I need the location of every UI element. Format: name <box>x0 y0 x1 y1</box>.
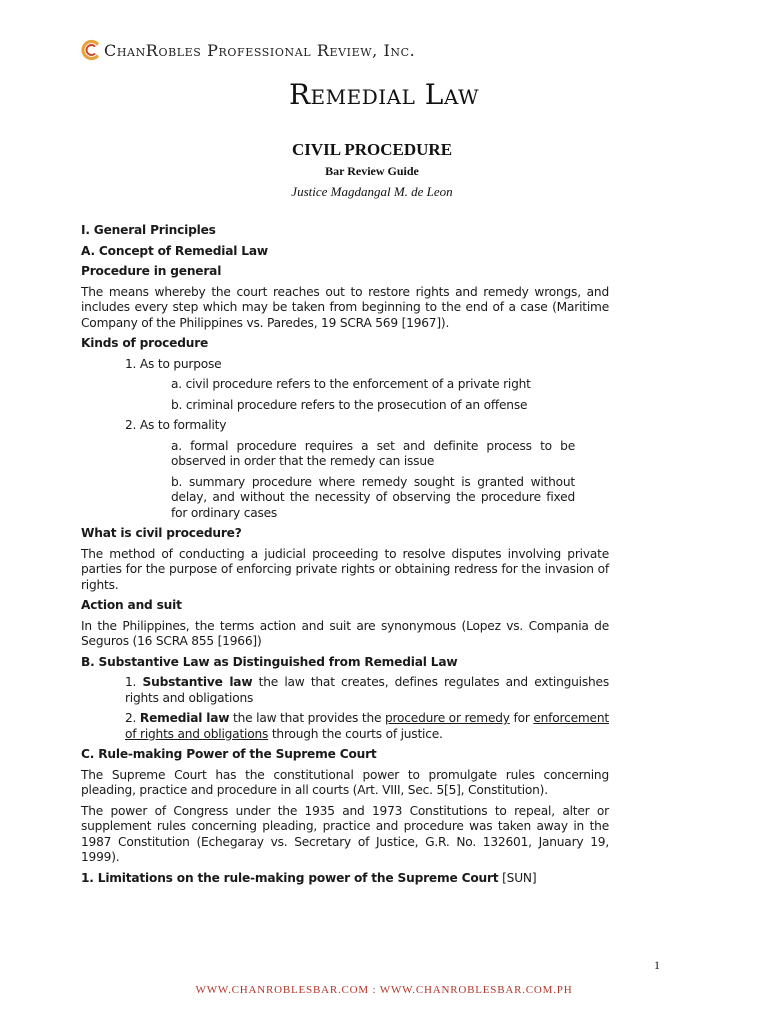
underlined-phrase: procedure or remedy <box>384 711 510 725</box>
header <box>80 38 415 62</box>
footer-links: WWW.CHANROBLESBAR.COM : WWW.CHANROBLESBAR.COM.PH <box>195 984 573 996</box>
sub-list-item: b. criminal procedure refers to the prosecution of an offense <box>171 397 528 412</box>
paragraph: The Supreme Court has the constitutional power to promulgate rules concerning pleading, practice and procedure in all courts (Art. VIII, Sec. 5[5], Constitution). <box>81 767 609 797</box>
list-item: 1. As to purpose <box>125 356 222 371</box>
paragraph: In the Philippines, the terms action and suit are synonymous (Lopez vs. Compania de Seguros (16 SCRA 855 [1966]) <box>81 618 609 648</box>
definition-text: through the courts of justice. <box>271 726 443 741</box>
subsection-heading: Kinds of procedure <box>81 336 209 350</box>
subsection-heading: 1. Limitations on the rule-making power of the Supreme Court <box>81 870 499 885</box>
page-number: 1 <box>654 958 660 972</box>
document-guide-label: Bar Review Guide <box>325 164 419 178</box>
paragraph: The means whereby the court reaches out to restore rights and remedy wrongs, and includes every step which may be taken from beginning to the end of a case (Maritime Company of the Philippines vs. Paredes, 19 SCRA 569 [1967]). <box>81 284 609 330</box>
limitations-heading <box>81 871 609 887</box>
list-item <box>125 675 609 706</box>
section-heading: I. General Principles <box>81 223 216 237</box>
underlined-phrase: enforcement of rights and obligations <box>125 711 609 741</box>
section-heading: C. Rule-making Power of the Supreme Court <box>81 747 377 761</box>
chanrobles-logo-icon <box>80 39 102 61</box>
document-author: Justice Magdangal M. de Leon <box>291 184 453 199</box>
sub-list-item: a. civil procedure refers to the enforcement of a private right <box>171 377 531 391</box>
list-number: 1. <box>125 675 137 689</box>
paragraph: The method of conducting a judicial proceeding to resolve disputes involving private parties for the purpose of enforcing private rights or obtaining redress for the invasion of rights. <box>81 546 609 592</box>
document-title: Remedial Law <box>288 78 480 111</box>
subsection-heading: Procedure in general <box>81 264 222 278</box>
list-item: 2. As to formality <box>125 418 227 432</box>
company-name: ChanRobles Professional Review, Inc. <box>104 40 416 60</box>
definition-text: for <box>513 711 530 725</box>
sub-list-item: a. formal procedure requires a set and definite process to be observed in order that the remedy can issue <box>171 438 575 468</box>
defined-term: Substantive law <box>142 675 253 689</box>
document-body <box>81 223 609 891</box>
section-heading: B. Substantive Law as Distinguished from Remedial Law <box>81 654 458 669</box>
defined-term: Remedial law <box>139 711 230 725</box>
definition-text: the law that creates, defines regulates and extinguishes rights and obligations <box>125 675 609 705</box>
section-heading: A. Concept of Remedial Law <box>81 243 268 258</box>
paragraph: The power of Congress under the 1935 and 1973 Constitutions to repeal, alter or supplement rules concerning pleading, practice and procedure was taken away in the 1987 Constitution (Echegaray vs. Secretary of Justice, G.R. No. 132601, January 19, 1999). <box>81 803 609 864</box>
subsection-heading: Action and suit <box>81 598 182 612</box>
heading-tag: [SUN] <box>502 870 537 885</box>
sub-list-item: b. summary procedure where remedy sought is granted without delay, and without the necessity of observing the procedure fixed for ordinary cases <box>171 474 575 520</box>
document-subtitle: CIVIL PROCEDURE <box>291 140 453 159</box>
list-number: 2. <box>125 711 137 725</box>
subsection-heading: What is civil procedure? <box>81 526 242 540</box>
list-item <box>125 711 609 742</box>
definition-text: the law that provides the <box>233 711 382 725</box>
